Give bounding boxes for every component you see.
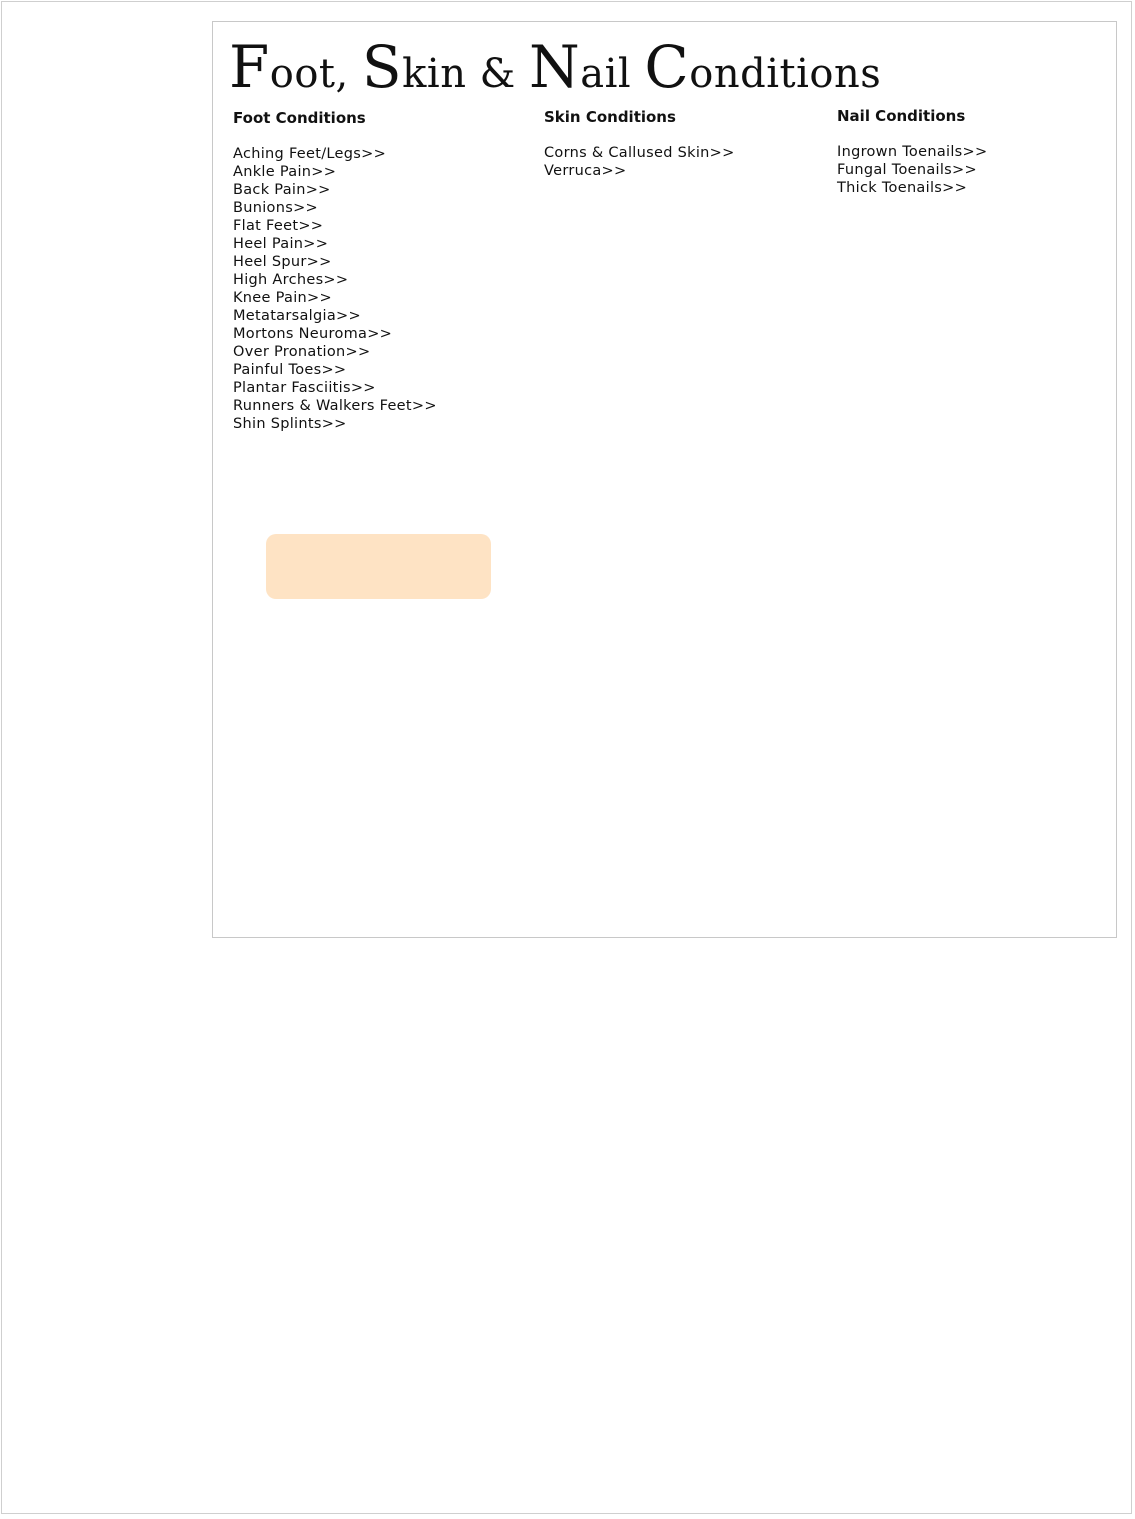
list-item: [233, 415, 437, 433]
list-item: [233, 271, 437, 289]
nail-conditions-column: [837, 106, 987, 197]
list-item: [837, 179, 987, 197]
nail-conditions-heading: Nail Conditions: [837, 107, 966, 125]
nail-condition-link[interactable]: Ingrown Toenails>>: [837, 144, 988, 160]
list-item: [544, 162, 735, 180]
title-word-nail: Nail: [529, 33, 632, 101]
page-title: [229, 32, 881, 109]
list-item: [233, 181, 437, 199]
foot-condition-link[interactable]: Metatarsalgia>>: [233, 308, 361, 324]
list-item: [233, 343, 437, 361]
list-item: [233, 325, 437, 343]
list-item: [837, 161, 987, 179]
foot-condition-link[interactable]: Shin Splints>>: [233, 416, 347, 432]
foot-condition-link[interactable]: High Arches>>: [233, 272, 349, 288]
foot-conditions-column: [233, 108, 437, 433]
foot-condition-link[interactable]: Heel Spur>>: [233, 254, 332, 270]
list-item: [233, 397, 437, 415]
list-item: [233, 217, 437, 235]
title-word-foot: Foot,: [229, 33, 349, 101]
skin-conditions-column: [544, 107, 735, 180]
foot-condition-link[interactable]: Mortons Neuroma>>: [233, 326, 393, 342]
list-item: [233, 199, 437, 217]
list-item: [837, 143, 987, 161]
title-word-ampersand: &: [479, 51, 516, 97]
foot-condition-link[interactable]: Heel Pain>>: [233, 236, 329, 252]
list-item: [233, 163, 437, 181]
foot-condition-link[interactable]: Over Pronation>>: [233, 344, 371, 360]
foot-conditions-heading: Foot Conditions: [233, 109, 366, 127]
list-item: [233, 307, 437, 325]
foot-condition-link[interactable]: Aching Feet/Legs>>: [233, 146, 387, 162]
foot-condition-link[interactable]: Painful Toes>>: [233, 362, 347, 378]
foot-condition-link[interactable]: Ankle Pain>>: [233, 164, 337, 180]
foot-condition-link[interactable]: Back Pain>>: [233, 182, 331, 198]
foot-condition-link[interactable]: Knee Pain>>: [233, 290, 332, 306]
nail-conditions-list: [837, 143, 987, 197]
list-item: [233, 253, 437, 271]
list-item: [233, 361, 437, 379]
title-word-conditions: Conditions: [644, 33, 882, 101]
skin-conditions-list: [544, 144, 735, 180]
foot-condition-link[interactable]: Flat Feet>>: [233, 218, 324, 234]
list-item: [233, 289, 437, 307]
nail-condition-link[interactable]: Fungal Toenails>>: [837, 162, 977, 178]
list-item: [544, 144, 735, 162]
list-item: [233, 379, 437, 397]
title-word-skin: Skin: [361, 33, 467, 101]
foot-condition-link[interactable]: Plantar Fasciitis>>: [233, 380, 376, 396]
foot-conditions-list: [233, 145, 437, 433]
nail-condition-link[interactable]: Thick Toenails>>: [837, 180, 968, 196]
skin-condition-link[interactable]: Verruca>>: [544, 163, 627, 179]
skin-conditions-heading: Skin Conditions: [544, 108, 676, 126]
list-item: [233, 235, 437, 253]
list-item: [233, 145, 437, 163]
foot-condition-link[interactable]: Bunions>>: [233, 200, 318, 216]
peach-banner-box: [266, 534, 491, 599]
skin-condition-link[interactable]: Corns & Callused Skin>>: [544, 145, 735, 161]
foot-condition-link[interactable]: Runners & Walkers Feet>>: [233, 398, 437, 414]
